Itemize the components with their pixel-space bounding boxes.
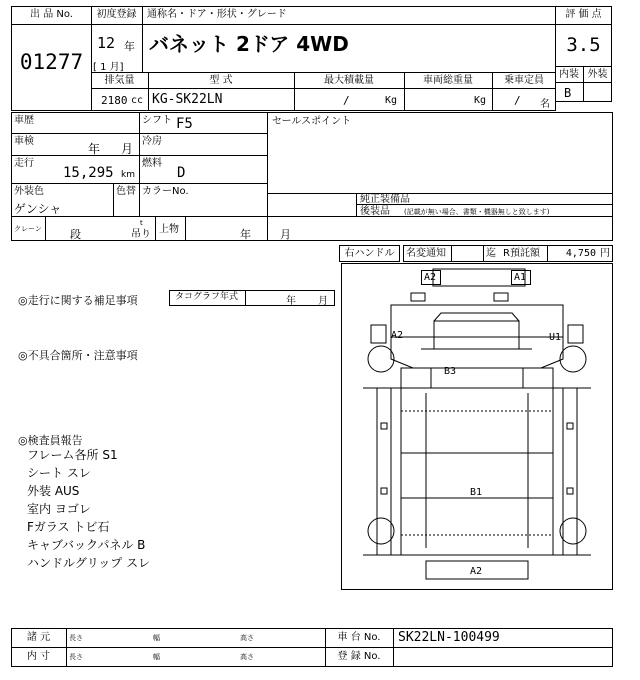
color-code-label: カラーNo. (142, 186, 189, 197)
tachograph-label: タコグラフ年式 (175, 292, 239, 302)
aftermarket-label: 後装品 (360, 206, 390, 217)
fuel-value: D (177, 165, 186, 181)
shift-label: シフト (142, 115, 172, 126)
registration-label: 登 録 No. (337, 651, 381, 662)
model-code-label: 型 式 (209, 75, 233, 86)
shift-value: F5 (176, 116, 193, 132)
model-name: バネット 2ドア 4WD (149, 32, 349, 56)
yen-unit: 円 (600, 248, 610, 259)
length-label: 長さ (69, 653, 83, 661)
max-load-value: / (343, 94, 350, 107)
defects-label: ◎不具合箇所・注意事項 (18, 349, 138, 362)
capacity-unit: 名 (540, 99, 550, 110)
inspection-year-unit: 年 (88, 142, 101, 156)
crane-lift: 吊り (131, 229, 151, 240)
displacement-unit: cc (131, 95, 144, 106)
interior-grade: B (564, 86, 572, 100)
inspection-label: 車検 (14, 136, 34, 147)
width-label: 幅 (153, 653, 160, 661)
inspection-month-unit: 月 (121, 142, 134, 156)
height-label: 高さ (240, 653, 254, 661)
damage-mark: A1 (514, 272, 527, 283)
max-load-label: 最大積載量 (324, 75, 374, 86)
upper-body-label: 上物 (159, 224, 179, 235)
crane-year-unit: 年 (240, 228, 251, 241)
tachograph-year: 年 (286, 296, 296, 307)
tachograph-month: 月 (318, 296, 328, 307)
height-label: 高さ (240, 634, 254, 642)
grade-label: 通称名・ドア・形状・グレード (147, 9, 287, 20)
damage-mark: B1 (470, 487, 483, 498)
inspector-item: Fガラス トビ石 (27, 520, 110, 534)
fuel-label: 燃料 (142, 158, 162, 169)
driving-notes-label: ◎走行に関する補足事項 (18, 294, 138, 307)
color-change-label: 色替 (116, 186, 136, 197)
inspector-item: 室内 ヨゴレ (27, 502, 91, 516)
steering: 右ハンドル (344, 248, 395, 259)
inspector-item: キャブバックパネル B (27, 538, 146, 552)
gross-weight-label: 車両総重量 (423, 75, 473, 86)
model-code: KG-SK22LN (152, 92, 223, 107)
crane-stage: 段 (70, 228, 81, 241)
capacity-value: / (514, 94, 521, 107)
length-label: 長さ (69, 634, 83, 642)
lot-number: 01277 (19, 50, 84, 74)
exterior-label: 外装 (587, 69, 608, 80)
damage-mark: A2 (424, 272, 437, 283)
interior-label: 内装 (559, 69, 579, 80)
exterior-color-label: 外装色 (14, 186, 44, 197)
max-load-unit: Kg (385, 95, 398, 106)
crane-month-unit: 月 (280, 228, 291, 241)
truck-diagram (341, 263, 613, 590)
mileage-unit: km (121, 170, 135, 180)
name-change-label: 名変通知 (406, 248, 446, 259)
aftermarket-note: (記載が無い場合、書類・機器無しと致します) (404, 208, 550, 216)
inspector-item: ハンドルグリップ スレ (27, 556, 151, 570)
inspector-item: フレーム各所 S1 (27, 448, 118, 462)
damage-mark: A2 (391, 330, 404, 341)
crane-label: クレーン (14, 225, 42, 233)
deadline-label: 迄 (486, 248, 496, 259)
dims-label: 内 寸 (26, 651, 51, 662)
genuine-equipment-label: 純正装備品 (360, 194, 410, 205)
chassis-number: SK22LN-100499 (398, 630, 500, 645)
exterior-color-value: ゲンシャ (14, 202, 62, 216)
inspector-item: 外装 AUS (27, 484, 80, 498)
recycle-label: R預託額 (503, 248, 540, 259)
first-registration-month: [ 1 月] (93, 62, 124, 73)
displacement-label: 排気量 (104, 75, 135, 86)
lot-number-label: 出 品 No. (30, 9, 73, 20)
first-registration-year: 12 (97, 34, 116, 52)
mileage-value: 15,295 (63, 165, 114, 181)
chassis-label: 車 台 No. (337, 632, 381, 643)
gross-weight-unit: Kg (474, 95, 487, 106)
width-label: 幅 (153, 634, 160, 642)
inspector-report-title: ◎検査員報告 (18, 434, 83, 447)
recycle-value: 4,750 (565, 248, 596, 259)
first-registration-label: 初度登録 (96, 9, 137, 20)
rating-label: 評 価 点 (565, 9, 602, 20)
rating-value: 3.5 (566, 34, 601, 56)
crane-t: t (140, 219, 143, 227)
damage-mark: B3 (444, 366, 457, 377)
year-unit: 年 (124, 40, 135, 53)
displacement-value: 2180 (101, 94, 128, 107)
damage-mark: A2 (470, 566, 483, 577)
spec-label: 諸 元 (26, 632, 51, 643)
mileage-label: 走行 (14, 158, 34, 169)
capacity-label: 乗車定員 (504, 75, 544, 86)
selling-points-label: セールスポイント (272, 116, 352, 127)
damage-mark: U1 (549, 332, 562, 343)
history-label: 車歴 (14, 115, 34, 126)
ac-label: 冷房 (142, 136, 162, 147)
inspector-item: シート スレ (27, 466, 91, 480)
